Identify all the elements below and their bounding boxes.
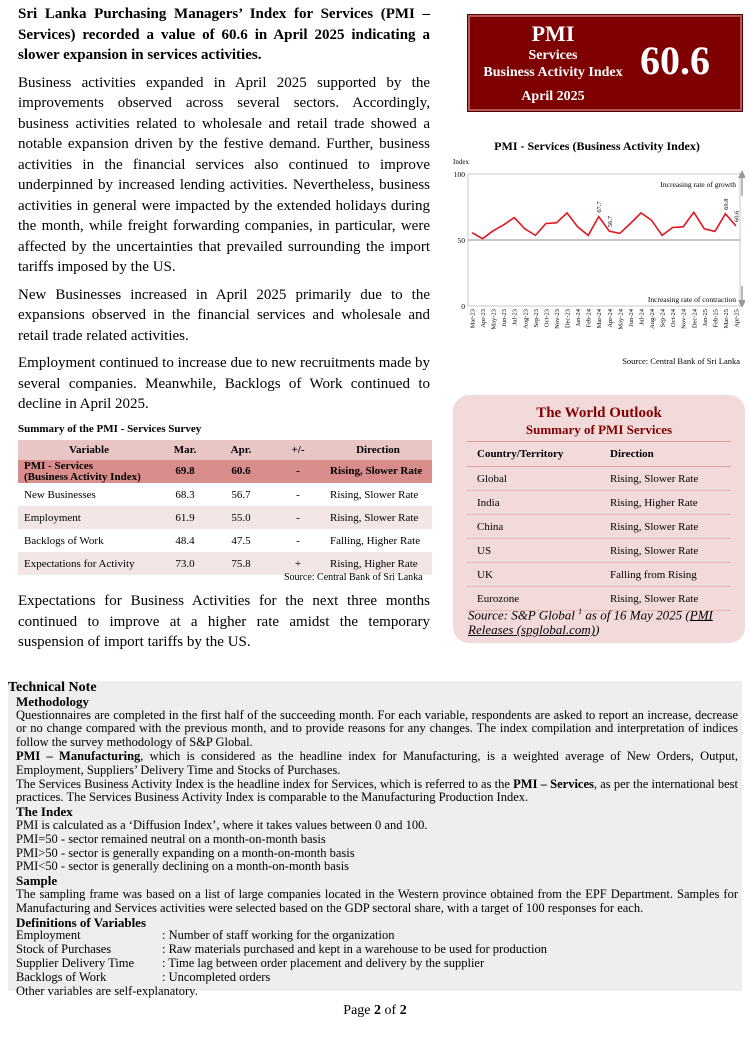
index-line: PMI=50 - sector remained neutral on a month-on-month basis xyxy=(16,831,326,846)
summary-cell-variable xyxy=(18,460,160,483)
summary-header-apr: Apr. xyxy=(210,440,272,460)
page-label: Page xyxy=(343,1003,375,1018)
chart-x-tick-label: Sep-24 xyxy=(659,309,667,328)
summary-cell-mar: 48.4 xyxy=(175,534,195,547)
chart-upper-note: Increasing rate of growth xyxy=(660,180,736,189)
world-outlook-panel xyxy=(453,395,745,643)
chart-x-tick-label: Jul-23 xyxy=(511,309,519,326)
table-row xyxy=(18,506,432,529)
outlook-cell-direction: Falling from Rising xyxy=(600,563,731,587)
summary-table xyxy=(18,440,432,575)
outlook-cell-direction: Rising, Slower Rate xyxy=(600,587,731,611)
summary-cell-change: - xyxy=(272,460,324,483)
services-desc-a: The Services Business Activity Index is the headline index for Services, which is referred to as the xyxy=(16,776,514,791)
index-heading: The Index xyxy=(16,804,73,820)
chart-x-tick-label: Mar-25 xyxy=(722,309,730,329)
summary-header-change: +/- xyxy=(272,440,324,460)
services-text xyxy=(8,778,742,806)
chart-data-label: 69.8 xyxy=(722,198,730,210)
outlook-source-end: ) xyxy=(595,622,600,638)
page-of: of xyxy=(381,1003,400,1018)
summary-cell-variable: Backlogs of Work xyxy=(24,534,104,547)
pmi-box-line1: Services xyxy=(528,48,578,63)
chart-x-tick-label: Oct-23 xyxy=(543,309,551,328)
summary-cell-direction: Rising, Slower Rate xyxy=(324,506,432,529)
definition-term: Stock of Purchases xyxy=(16,942,112,957)
summary-header-mar: Mar. xyxy=(160,440,210,460)
table-row xyxy=(18,460,432,483)
summary-cell-change: - xyxy=(296,488,300,501)
chart-series-line xyxy=(472,212,736,238)
chart-x-tick-label: Apr-23 xyxy=(480,309,488,328)
chart-x-tick-label: Dec-23 xyxy=(564,309,572,329)
pmi-box-line2: Business Activity Index xyxy=(483,65,623,80)
summary-cell-mar: 69.8 xyxy=(160,460,210,483)
index-line: PMI<50 - sector is generally declining on a month-on-month basis xyxy=(16,859,350,874)
definition-row xyxy=(8,929,742,943)
definition-term: Backlogs of Work xyxy=(16,969,107,984)
summary-cell-variable: New Businesses xyxy=(24,488,96,501)
outlook-cell-direction: Rising, Slower Rate xyxy=(600,467,731,491)
down-arrow-icon xyxy=(738,286,745,308)
paragraph-new-businesses: New Businesses increased in April 2025 primarily due to the expansions observed in the financial services and wholesale and retail trade related activities. xyxy=(18,286,430,344)
outlook-cell-country: India xyxy=(467,491,600,515)
pmi-box-title: PMI xyxy=(531,21,575,46)
chart-x-tick-label: Feb-25 xyxy=(712,309,720,328)
definition-term: Supplier Delivery Time xyxy=(16,955,135,970)
summary-cell-apr: 56.7 xyxy=(231,488,251,501)
table-row xyxy=(18,483,432,506)
tech-title: Technical Note xyxy=(8,680,97,695)
summary-cell-mar: 61.9 xyxy=(160,506,210,529)
table-row xyxy=(467,539,731,563)
outlook-source-footnote: 1 xyxy=(578,607,583,616)
outlook-cell-direction: Rising, Slower Rate xyxy=(600,539,731,563)
chart-data-label: 60.6 xyxy=(733,210,741,223)
outlook-source xyxy=(468,604,738,637)
summary-cell-apr: 47.5 xyxy=(231,534,251,547)
chart-data-label: 56.7 xyxy=(606,215,614,228)
manufacturing-term: PMI – Manufacturing xyxy=(16,748,141,763)
chart-lower-note: Increasing rate of contraction xyxy=(647,295,736,304)
summary-cell-variable: Employment xyxy=(18,506,160,529)
paragraph-expectations: Expectations for Business Activities for the next three months continued to improve at a higher rate amidst the temporary suspension of import tariffs by the US. xyxy=(18,593,430,650)
summary-cell-apr: 60.6 xyxy=(210,460,272,483)
pmi-value-box xyxy=(467,14,743,112)
outlook-cell-direction: Rising, Higher Rate xyxy=(600,491,731,515)
table-row xyxy=(467,467,731,491)
summary-cell-mar: 73.0 xyxy=(160,552,210,575)
chart-title: PMI - Services (Business Activity Index) xyxy=(494,139,700,153)
chart-data-label: 67.7 xyxy=(596,201,604,213)
summary-variable-line1: PMI - Services xyxy=(24,459,94,472)
summary-cell-change: - xyxy=(272,506,324,529)
definition-term: Employment xyxy=(16,928,81,943)
outlook-cell-country: Global xyxy=(467,467,600,491)
summary-cell-direction: Rising, Slower Rate xyxy=(330,488,419,501)
chart-x-tick-label: Aug-24 xyxy=(649,309,657,329)
chart-x-tick-label: Jun-24 xyxy=(627,309,635,327)
pmi-services-chart xyxy=(450,134,745,374)
outlook-header-row xyxy=(467,442,731,467)
left-column xyxy=(18,4,430,422)
pmi-box-month: April 2025 xyxy=(521,89,585,104)
summary-cell-apr: 75.8 xyxy=(210,552,272,575)
page-current: 2 xyxy=(374,1003,382,1018)
chart-x-tick-label: May-24 xyxy=(617,309,625,330)
chart-x-tick-label: Oct-24 xyxy=(670,309,678,328)
technical-note xyxy=(8,680,742,998)
chart-source: Source: Central Bank of Sri Lanka xyxy=(622,356,740,366)
outlook-table xyxy=(467,441,731,611)
page-total: 2 xyxy=(399,1003,407,1018)
table-row xyxy=(467,563,731,587)
outlook-subtitle: Summary of PMI Services xyxy=(525,422,673,437)
summary-cell-direction: Rising, Higher Rate xyxy=(324,552,432,575)
manufacturing-desc: , which is considered as the headline index for Manufacturing, is a weighted average of New Orders, Output, Employment, Suppliers’ Delivery Time and Stocks of Purchases. xyxy=(16,748,738,777)
definition-row xyxy=(8,957,742,971)
chart-x-tick-label: Jan-24 xyxy=(575,309,583,327)
paragraph-employment: Employment continued to increase due to new recruitments made by several companies. Meanwhile, Backlogs of Work continued to decline in April 2025. xyxy=(18,355,430,412)
chart-ylabel: Index xyxy=(453,158,469,166)
chart-x-tick-label: Aug-23 xyxy=(522,309,530,329)
definition-value: : Uncompleted orders xyxy=(162,969,271,984)
methodology-text: Questionnaires are completed in the first half of the succeeding month. For each variable, respondents are asked to report an increase, decrease or no change compared with the previous month, and to provide reasons for any changes. The index compilation and interpretation of indices follow the survey methodology of S&P Global. xyxy=(16,707,738,750)
definition-row xyxy=(8,971,742,985)
other-variables-note: Other variables are self-explanatory. xyxy=(16,983,198,998)
pmi-releases-link[interactable]: PMI Releases (spglobal.com) xyxy=(468,607,713,638)
outlook-cell-country: UK xyxy=(467,563,600,587)
chart-x-tick-label: Jun-23 xyxy=(501,309,509,327)
table-row xyxy=(467,515,731,539)
methodology-heading: Methodology xyxy=(16,693,89,709)
summary-cell-change: - xyxy=(296,534,300,547)
definitions-heading: Definitions of Variables xyxy=(16,914,147,930)
summary-cell-change: + xyxy=(272,552,324,575)
summary-cell-apr: 55.0 xyxy=(210,506,272,529)
summary-header-direction: Direction xyxy=(324,440,432,460)
summary-cell-direction: Falling, Higher Rate xyxy=(330,534,421,547)
services-desc-b: , as per the international best practices. The Services Business Activity Index is comparable to the Manufacturing Production Index. xyxy=(16,776,739,805)
outlook-title: The World Outlook xyxy=(536,405,662,421)
summary-cell-direction: Rising, Slower Rate xyxy=(324,460,432,483)
summary-cell-variable: Expectations for Activity xyxy=(18,552,160,575)
chart-y-tick-label: 0 xyxy=(461,302,465,311)
chart-y-tick-label: 100 xyxy=(453,170,465,179)
outlook-cell-direction: Rising, Slower Rate xyxy=(600,515,731,539)
chart-x-tick-label: Jan-25 xyxy=(701,309,709,327)
definition-row xyxy=(8,943,742,957)
chart-x-tick-label: Apr-24 xyxy=(606,309,614,328)
outlook-header-direction: Direction xyxy=(600,442,731,467)
sample-text: The sampling frame was based on a list of large companies located in the Western province obtained from the EPF Department. Samples for Manufacturing and Services activities were selected based on the GDP sectoral share, with a target of 100 responses for each. xyxy=(16,886,738,915)
chart-x-tick-label: Dec-24 xyxy=(691,309,699,329)
headline: Sri Lanka Purchasing Managers’ Index for Services (PMI – Services) recorded a value of 60.6 in April 2025 indicating a slower expansion in services activities. xyxy=(18,6,430,63)
definition-value: : Raw materials purchased and kept in a warehouse to be used for production xyxy=(162,942,547,957)
summary-header-row xyxy=(18,440,432,460)
summary-cell-mar: 68.3 xyxy=(175,488,195,501)
summary-source: Source: Central Bank of Sri Lanka xyxy=(284,572,423,583)
chart-x-tick-label: Jul-24 xyxy=(638,309,646,326)
table-row xyxy=(18,529,432,552)
summary-variable-line2: (Business Activity Index) xyxy=(24,470,141,483)
summary-title: Summary of the PMI - Services Survey xyxy=(18,423,202,435)
summary-header-variable: Variable xyxy=(18,440,160,460)
outlook-source-prefix: Source: S&P Global xyxy=(468,607,575,623)
services-term: PMI – Services xyxy=(513,776,594,791)
table-row xyxy=(467,491,731,515)
chart-y-tick-label: 50 xyxy=(457,236,465,245)
chart-x-tick-label: Apr-25 xyxy=(733,309,741,328)
definition-value: : Time lag between order placement and delivery by the supplier xyxy=(162,955,485,970)
chart-x-tick-label: May-23 xyxy=(490,309,498,330)
paragraph-business-activities: Business activities expanded in April 2025 supported by the improvements observed across several sectors. Accordingly, business activities related to wholesale and retail trade showed a notable expansion driven by the festive demand. Further, business activities in the financial services also continued to improve underpinned by increased lending activities. Nevertheless, business activities in general were impacted by the extended holidays during the month, while freight forwarding companies, in particular, were affected by the uncertainties that prevailed surrounding the import tariffs imposed by the US. xyxy=(18,74,430,275)
chart-x-tick-label: Feb-24 xyxy=(585,309,593,328)
definition-value: : Number of staff working for the organization xyxy=(162,928,395,943)
chart-x-tick-label: Nov-23 xyxy=(553,309,561,329)
index-line: PMI>50 - sector is generally expanding on a month-on-month basis xyxy=(16,845,355,860)
sample-heading: Sample xyxy=(16,873,58,889)
outlook-header-country: Country/Territory xyxy=(467,442,600,467)
outlook-cell-country: China xyxy=(467,515,600,539)
chart-x-tick-label: Mar-23 xyxy=(469,309,477,329)
page-number xyxy=(0,1003,750,1019)
chart-x-tick-label: Mar-24 xyxy=(596,309,604,329)
chart-x-tick-label: Sep-23 xyxy=(532,309,540,328)
manufacturing-text xyxy=(8,750,742,778)
index-line: PMI is calculated as a ‘Diffusion Index’, where it takes values between 0 and 100. xyxy=(16,817,428,832)
chart-x-tick-label: Nov-24 xyxy=(680,309,688,329)
outlook-cell-country: US xyxy=(467,539,600,563)
pmi-box-value: 60.6 xyxy=(640,38,710,83)
outlook-source-date: as of 16 May 2025 ( xyxy=(582,607,690,623)
outlook-cell-country: Eurozone xyxy=(467,587,600,611)
